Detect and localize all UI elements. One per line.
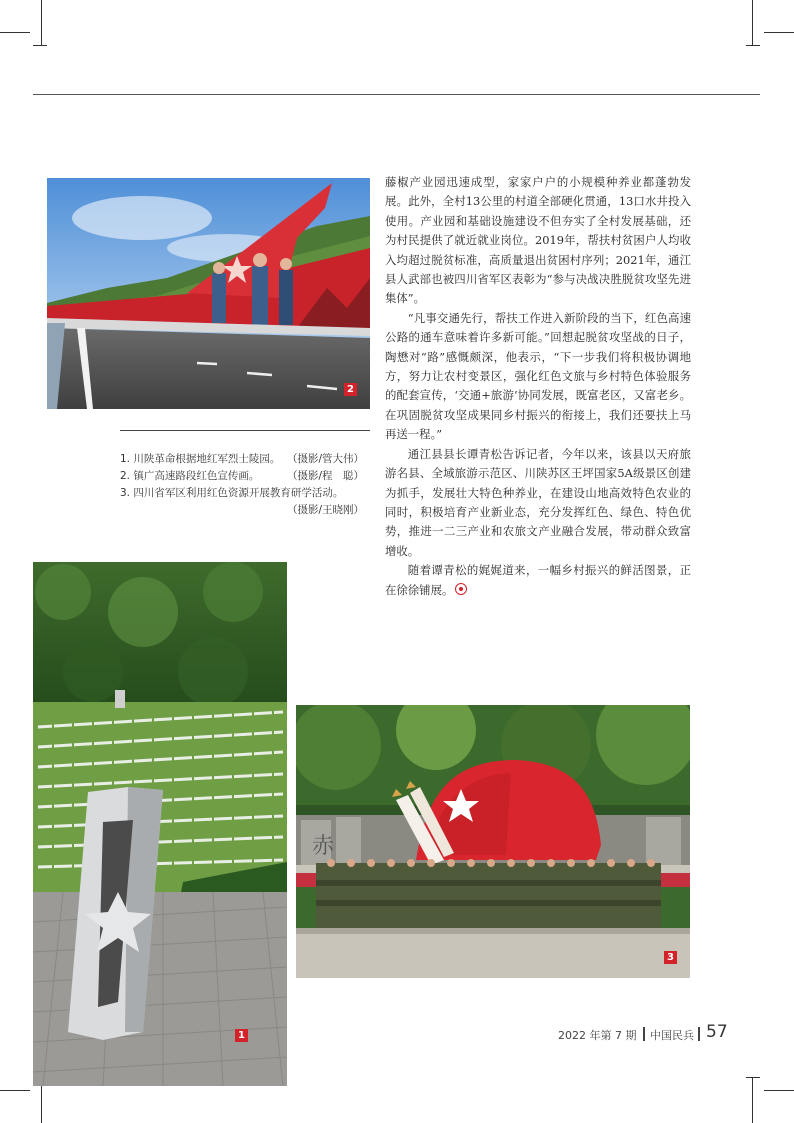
caption-text: 3. 四川省军区利用红色资源开展教育研学活动。 bbox=[120, 487, 344, 499]
caption-credit: （摄影/管大伟） bbox=[286, 453, 364, 465]
caption-credit: （摄影/王晓刚） bbox=[286, 504, 364, 516]
crop-mark bbox=[0, 1090, 30, 1091]
caption-item bbox=[120, 468, 370, 485]
crop-mark bbox=[0, 32, 30, 33]
sculpture-glyph: 赤 bbox=[312, 834, 335, 859]
crop-mark bbox=[752, 0, 753, 46]
page-footer bbox=[540, 1024, 730, 1044]
footer-separator bbox=[643, 1027, 645, 1041]
page-number: 57 bbox=[706, 1022, 728, 1042]
magazine-title: 中国民兵 bbox=[650, 1029, 694, 1042]
caption-text: 2. 镇广高速路段红色宣传画。 bbox=[120, 470, 260, 482]
photo-soldiers-group bbox=[296, 705, 690, 978]
photo-captions bbox=[120, 451, 370, 519]
article-paragraph-text: 随着谭青松的娓娓道来，一幅乡村振兴的鲜活图景，正在徐徐铺展。 bbox=[385, 563, 691, 597]
photo-number-badge: 3 bbox=[664, 951, 677, 964]
crop-mark bbox=[746, 1077, 760, 1078]
article-body bbox=[385, 173, 691, 600]
crop-mark bbox=[764, 32, 794, 33]
article-paragraph: “凡事交通先行，帮扶工作进入新阶段的当下，红色高速公路的通车意味着许多新可能。”回想起脱贫攻坚战的日子，陶懋对“路”感慨颇深，他表示，“下一步我们将积极协调地方，努力让农村变景区，强化红色文旅与乡村特色体验服务的配套宣传，‘交通+旅游’协同发展，既富老区，又富老乡。在巩固脱贫攻坚成果同乡村振兴的衔接上，我们还要扶上马再送一程。” bbox=[385, 310, 691, 442]
crop-mark bbox=[764, 1090, 794, 1091]
photo-martyrs-cemetery bbox=[33, 562, 287, 1086]
header-rule bbox=[33, 94, 760, 95]
issue-number: 2022 年第 7 期 bbox=[558, 1029, 637, 1042]
footer-separator bbox=[698, 1027, 700, 1041]
caption-rule bbox=[120, 430, 370, 431]
caption-text: 1. 川陕革命根据地红军烈士陵园。 bbox=[120, 453, 281, 465]
caption-credit: （摄影/程 聪） bbox=[286, 470, 364, 482]
crop-mark bbox=[752, 1077, 753, 1123]
article-paragraph: 藤椒产业园迅速成型，家家户户的小规模种养业都蓬勃发展。此外，全村13公里的村道全部硬化贯通，13口水井投入使用。产业园和基础设施建设不但夯实了全村发展基础，还为村民提供了就近就业岗位。2019年，帮扶村贫困户人均收入均超过脱贫标准，高质量退出贫困村序列；2021年，通江县人武部也被四川省军区表彰为“参与决战决胜脱贫攻坚先进集体”。 bbox=[385, 175, 691, 306]
article-paragraph: 通江县县长谭青松告诉记者，今年以来，该县以天府旅游名县、全域旅游示范区、川陕苏区王坪国家5A级景区创建为抓手，发展壮大特色种养业，在建设山地高效特色农业的同时，积极培育产业新业态，充分发挥红色、绿色、特色优势，推进一二三产业和农旅文产业融合发展，带动群众致富增收。 bbox=[385, 446, 691, 558]
photo-highway-mural bbox=[47, 178, 370, 409]
crop-mark bbox=[41, 0, 42, 46]
caption-item bbox=[120, 485, 370, 502]
crop-mark bbox=[33, 45, 47, 46]
end-mark-icon bbox=[455, 583, 467, 595]
article-paragraph bbox=[385, 561, 691, 600]
crop-mark bbox=[746, 45, 760, 46]
photo-number-badge: 1 bbox=[235, 1029, 248, 1042]
caption-item bbox=[120, 502, 370, 519]
photo-number-badge: 2 bbox=[344, 383, 357, 396]
caption-item bbox=[120, 451, 370, 468]
